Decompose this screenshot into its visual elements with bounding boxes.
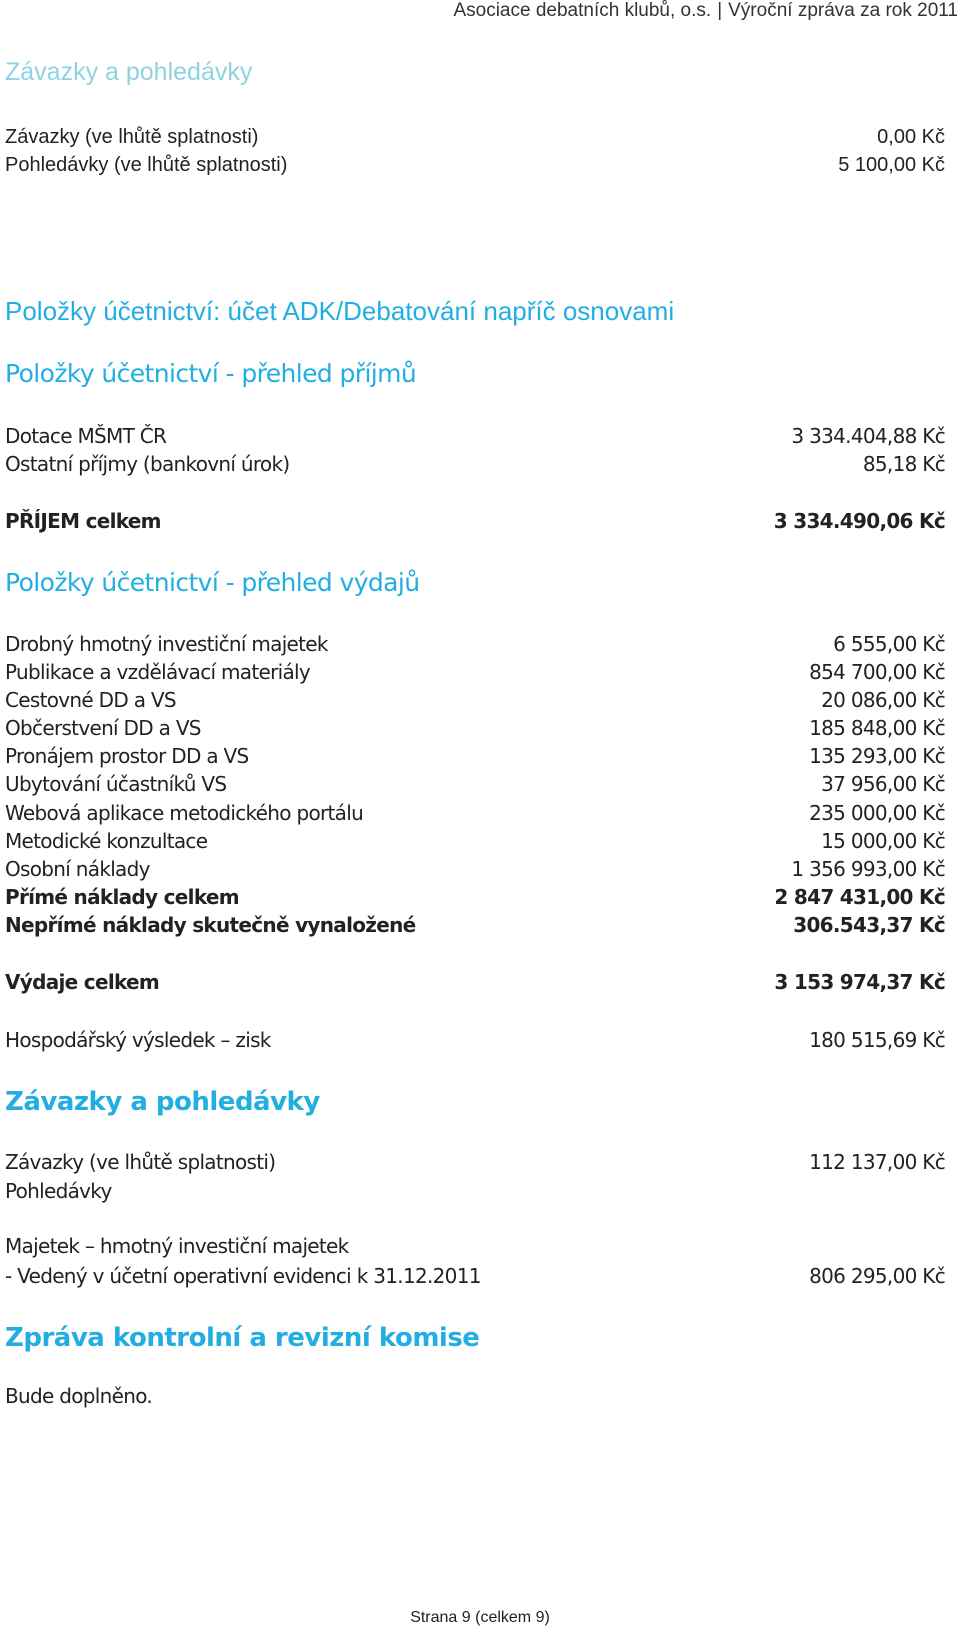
header-org: Asociace debatních klubů, o.s. — [453, 0, 712, 21]
table-row — [5, 770, 945, 798]
row-label: Webová aplikace metodického portálu — [5, 801, 364, 825]
row-value: 6 555,00 Kč — [833, 632, 945, 656]
row-value: 806 295,00 Kč — [809, 1264, 945, 1288]
row-value: 3 334.490,06 Kč — [773, 509, 945, 533]
account-title: Položky účetnictví: účet ADK/Debatování napříč osnovami — [5, 296, 675, 326]
row-value: 306.543,37 Kč — [793, 913, 945, 937]
asset-label: Majetek – hmotný investiční majetek — [5, 1234, 349, 1258]
row-label: Občerstvení DD a VS — [5, 716, 201, 740]
header-separator: | — [717, 0, 723, 21]
table-row — [5, 658, 945, 686]
running-header — [453, 0, 958, 24]
table-row — [5, 123, 945, 151]
indirect-costs-row — [5, 911, 945, 939]
section-title-liabilities-1: Závazky a pohledávky — [5, 58, 253, 86]
row-value: 235 000,00 Kč — [809, 801, 945, 825]
row-label: Nepřímé náklady skutečně vynaložené — [5, 913, 416, 937]
row-label: Přímé náklady celkem — [5, 885, 239, 909]
row-label: Hospodářský výsledek – zisk — [5, 1028, 271, 1052]
income-total-row — [5, 507, 945, 535]
row-value: 3 334.404,88 Kč — [791, 424, 945, 448]
table-row — [5, 1148, 945, 1176]
row-label: Výdaje celkem — [5, 970, 160, 994]
row-value: 85,18 Kč — [862, 452, 945, 476]
expenses-total-row — [5, 968, 945, 996]
table-row — [5, 1177, 945, 1205]
row-label: Drobný hmotný investiční majetek — [5, 632, 328, 656]
row-label: Osobní náklady — [5, 857, 150, 881]
row-label: Pohledávky — [5, 1179, 112, 1203]
row-label: Ostatní příjmy (bankovní úrok) — [5, 452, 290, 476]
table-row — [5, 450, 945, 478]
page-footer: Strana 9 (celkem 9) — [410, 1609, 550, 1626]
table-row — [5, 742, 945, 770]
row-label: Cestovné DD a VS — [5, 688, 176, 712]
income-title: Položky účetnictví - přehled příjmů — [5, 359, 417, 388]
table-row — [5, 422, 945, 450]
row-value: 854 700,00 Kč — [809, 660, 945, 684]
row-label: Dotace MŠMT ČR — [5, 424, 167, 448]
table-row — [5, 686, 945, 714]
row-value: 180 515,69 Kč — [809, 1028, 945, 1052]
row-label: Pohledávky (ve lhůtě splatnosti) — [5, 153, 288, 176]
direct-costs-total-row — [5, 883, 945, 911]
row-label: PŘÍJEM celkem — [5, 509, 161, 533]
row-value: 37 956,00 Kč — [821, 772, 945, 796]
audit-title: Zpráva kontrolní a revizní komise — [5, 1323, 480, 1353]
expenses-title: Položky účetnictví - přehled výdajů — [5, 568, 420, 597]
row-label: Publikace a vzdělávací materiály — [5, 660, 311, 684]
asset-row — [5, 1262, 945, 1290]
row-value: 5 100,00 Kč — [838, 153, 945, 176]
row-value: 185 848,00 Kč — [809, 716, 945, 740]
row-label: Závazky (ve lhůtě splatnosti) — [5, 125, 259, 148]
table-row — [5, 799, 945, 827]
row-value: 135 293,00 Kč — [809, 744, 945, 768]
section-title-liabilities-2: Závazky a pohledávky — [5, 1087, 320, 1117]
row-value: 20 086,00 Kč — [821, 688, 945, 712]
table-row — [5, 630, 945, 658]
audit-text: Bude doplněno. — [5, 1384, 153, 1408]
economic-result-row — [5, 1026, 945, 1054]
table-row — [5, 714, 945, 742]
row-value: 1 356 993,00 Kč — [791, 857, 945, 881]
row-value: 2 847 431,00 Kč — [774, 885, 945, 909]
row-value: 0,00 Kč — [877, 125, 945, 148]
header-report: Výroční zpráva za rok 2011 — [728, 0, 958, 21]
row-label: Závazky (ve lhůtě splatnosti) — [5, 1150, 276, 1174]
row-value: 3 153 974,37 Kč — [774, 970, 945, 994]
table-row — [5, 827, 945, 855]
row-label: Pronájem prostor DD a VS — [5, 744, 249, 768]
table-row — [5, 151, 945, 179]
row-label: Metodické konzultace — [5, 829, 208, 853]
table-row — [5, 855, 945, 883]
row-value: 15 000,00 Kč — [821, 829, 945, 853]
row-value: 112 137,00 Kč — [809, 1150, 945, 1174]
row-label: - Vedený v účetní operativní evidenci k 31.12.2011 — [5, 1264, 481, 1288]
row-label: Ubytování účastníků VS — [5, 772, 227, 796]
